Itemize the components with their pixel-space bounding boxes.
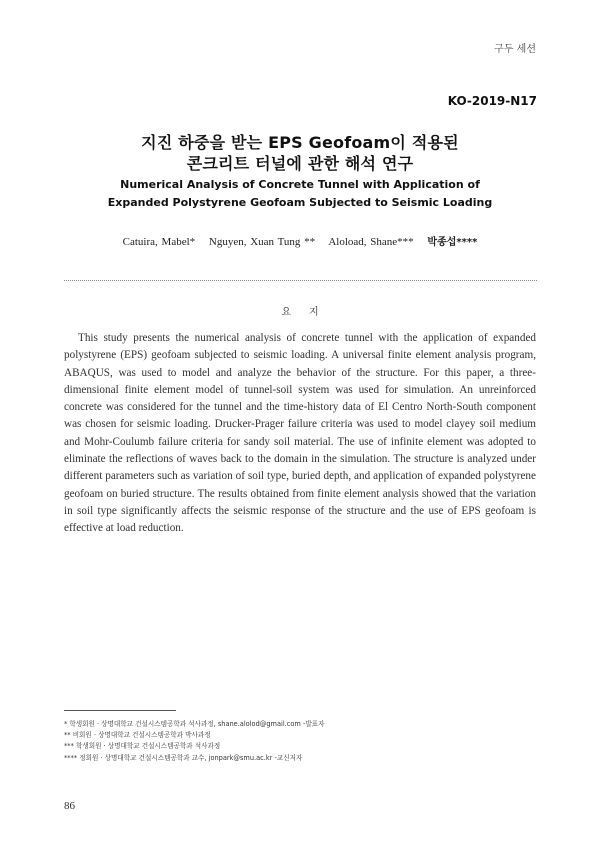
section-divider bbox=[64, 280, 537, 281]
page-number: 86 bbox=[64, 800, 75, 812]
abstract-body: This study presents the numerical analysis of concrete tunnel with the application of expanded polystyrene (EPS) geofoam subjected to seismic loading. A universal finite element analysis program, ABAQUS, was used to model and analyze the behavior of the structure. For this paper, a three-dimensional finite element model of tunnel-soil system was used for simulation. An unreinforced concrete was considered for the tunnel and the time-history data of El Centro North-South component was chosen for seismic loading. Drucker-Prager failure criteria was used to model clayey soil medium and Mohr-Coulumb failure criteria for sandy soil material. The use of infinite element was adopted to eliminate the reflections of waves back to the domain in the simulation. The structure is analyzed under different parameters such as variation of soil type, buried depth, and application of expanded polystyrene geofoam on buried structure. The results obtained from finite element analysis showed that the variation in soil type significantly affects the seismic response of the structure and the use of EPS geofoam is effective at load reduction. bbox=[64, 332, 536, 535]
footnote-rule bbox=[64, 710, 176, 711]
author-name: Nguyen, Xuan Tung ** bbox=[208, 236, 316, 248]
author-name: Catuira, Mabel* bbox=[122, 236, 196, 248]
session-label: 구두 세션 bbox=[494, 44, 536, 55]
author-list bbox=[0, 233, 600, 248]
author-name: Aloload, Shane*** bbox=[328, 236, 414, 248]
title-english-line1: Numerical Analysis of Concrete Tunnel with Application of bbox=[120, 178, 480, 191]
paper-code: KO-2019-N17 bbox=[447, 94, 537, 108]
footnote: * 학생회원 · 상명대학교 건설시스템공학과 석사과정, shane.alolod@gmail.com -발표자 bbox=[64, 720, 325, 728]
abstract-heading: 요지 bbox=[281, 307, 337, 318]
title-korean-line2: 콘크리트 터널에 관한 해석 연구 bbox=[186, 154, 414, 173]
footnote: *** 학생회원 · 상명대학교 건설시스템공학과 석사과정 bbox=[64, 742, 221, 751]
title-korean-line1: 지진 하중을 받는 EPS Geofoam이 적용된 bbox=[141, 133, 459, 152]
title-english-line2: Expanded Polystyrene Geofoam Subjected to Seismic Loading bbox=[107, 196, 493, 209]
author-name: 박종섭**** bbox=[427, 237, 478, 248]
footnote: ** 비회원 · 상명대학교 건설시스템공학과 박사과정 bbox=[64, 731, 211, 740]
footnotes bbox=[64, 719, 536, 764]
footnote: **** 정회원 · 상명대학교 건설시스템공학과 교수, jonpark@smu.ac.kr -교신저자 bbox=[64, 753, 303, 762]
